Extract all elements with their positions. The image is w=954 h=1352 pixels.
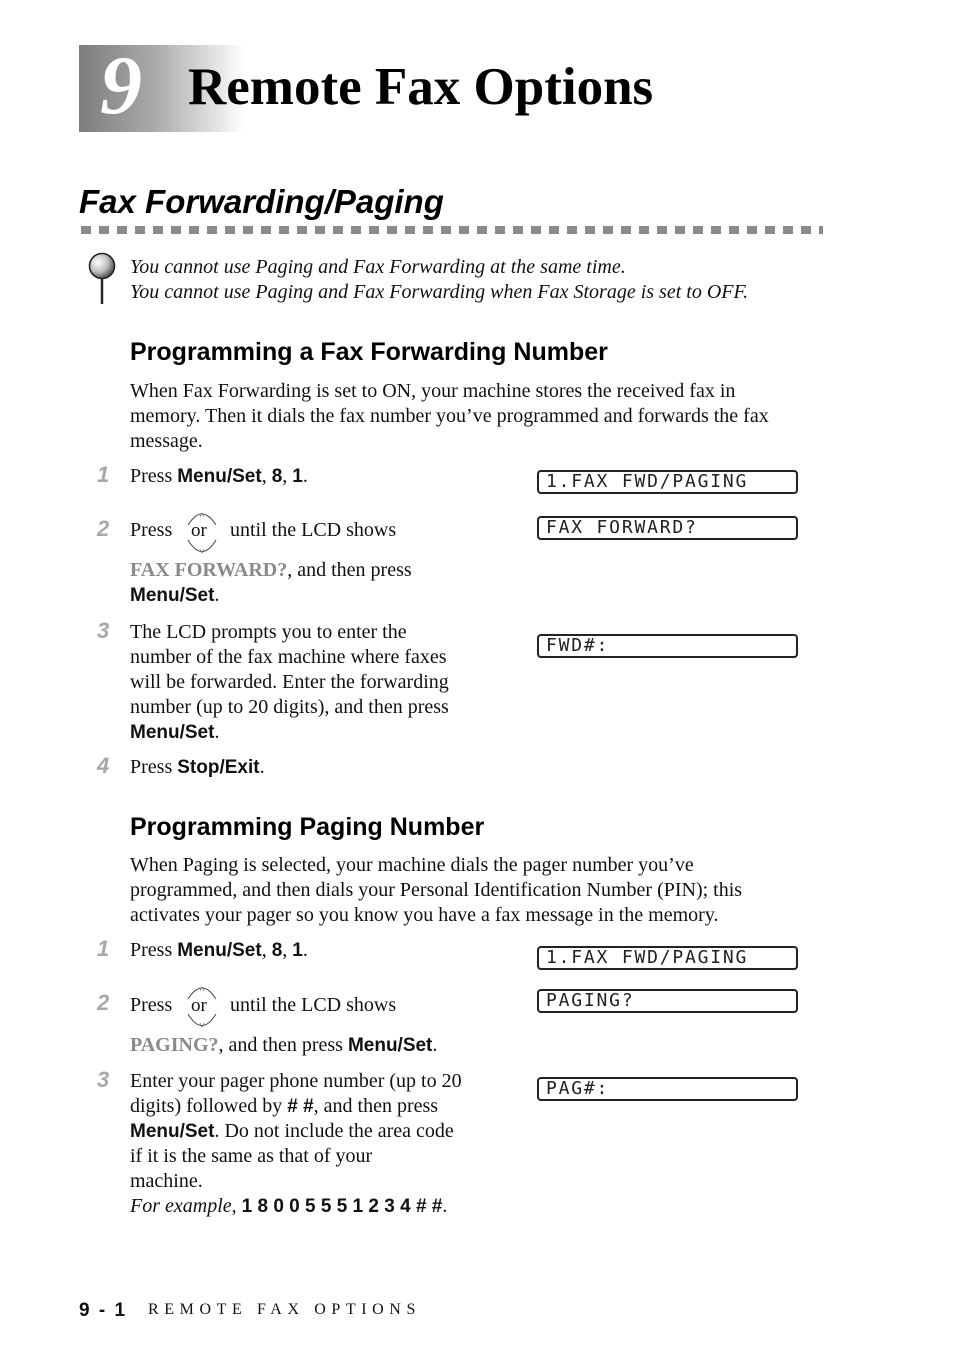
step-2-key [130, 583, 219, 608]
step-text-part: Press [130, 756, 178, 778]
key-menu-set: Menu/Set [130, 1121, 215, 1142]
lcd-display: 1.FAX FWD/PAGING [537, 470, 798, 494]
intro-line: activates your pager so you know you have a fax message in the memory. [130, 904, 719, 926]
step-text-part: Press [130, 939, 178, 961]
step-text-part: . [214, 721, 220, 743]
key-menu-set: Menu/Set [177, 466, 262, 487]
key-stop-exit: Stop/Exit [177, 757, 260, 778]
key-menu-set: Menu/Set [130, 585, 215, 606]
note-text [130, 255, 748, 305]
step-text-part: , and then press [218, 1034, 348, 1056]
step-text-part: Press [130, 994, 173, 1016]
step-line [130, 1119, 462, 1144]
key-1: 1 [292, 466, 303, 487]
page-number: 9 - 1 [79, 1300, 128, 1321]
step-line [130, 720, 449, 745]
step-number: 2 [97, 516, 110, 541]
step-text-part: . [442, 1195, 448, 1217]
note-pin-icon [86, 252, 120, 306]
step-text-part: , [282, 939, 293, 961]
step-text-part: until the LCD shows [230, 519, 397, 541]
step-line: number (up to 20 digits), and then press [130, 696, 449, 718]
step-3-text [130, 620, 449, 745]
step-2-continued [130, 558, 412, 583]
step-text-part: digits) followed by [130, 1095, 288, 1117]
step-text-part: . [302, 939, 308, 961]
running-footer: REMOTE FAX OPTIONS [148, 1301, 421, 1318]
step-number: 1 [97, 462, 110, 487]
lcd-option-text: PAGING? [130, 1034, 219, 1056]
note-line: You cannot use Paging and Fax Forwarding when Fax Storage is set to OFF. [130, 281, 749, 303]
key-menu-set: Menu/Set [347, 1035, 433, 1056]
step-line: Enter your pager phone number (up to 20 [130, 1070, 462, 1092]
step-text-part: , and then press [313, 1095, 439, 1117]
paging-heading: Programming Paging Number [130, 813, 485, 841]
step-line: will be forwarded. Enter the forwarding [130, 671, 449, 693]
forwarding-intro [130, 379, 850, 454]
note-line: You cannot use Paging and Fax Forwarding at the same time. [130, 256, 626, 278]
step-text-part: , [261, 465, 272, 487]
lcd-display: FAX FORWARD? [537, 516, 798, 540]
intro-line: When Fax Forwarding is set to ON, your machine stores the received fax in [130, 380, 736, 402]
key-8: 8 [271, 466, 283, 487]
lcd-display: FWD#: [537, 634, 798, 658]
step-1-text [130, 938, 308, 963]
paging-intro [130, 853, 850, 928]
intro-line: When Paging is selected, your machine dials the pager number you’ve [130, 854, 694, 876]
step-text-part: Press [130, 519, 173, 541]
lcd-display: PAG#: [537, 1077, 798, 1101]
step-line: The LCD prompts you to enter the [130, 621, 407, 643]
key-8: 8 [271, 940, 283, 961]
intro-line: memory. Then it dials the fax number you’ve programmed and forwards the fax [130, 405, 769, 427]
step-line: machine. [130, 1170, 203, 1192]
step-line [130, 1094, 462, 1119]
lcd-option-text: FAX FORWARD? [130, 559, 288, 581]
step-3-text [130, 1069, 462, 1219]
step-line: number of the fax machine where faxes [130, 646, 447, 668]
step-text-part: , [282, 465, 293, 487]
section-title: Fax Forwarding/Paging [79, 183, 444, 220]
step-text-part: Press [130, 465, 178, 487]
step-line: if it is the same as that of your [130, 1145, 373, 1167]
step-text-part: . [302, 465, 308, 487]
step-4-text [130, 755, 265, 780]
section-divider [81, 226, 823, 234]
step-text-part: . [259, 756, 265, 778]
step-text-part: , [261, 939, 272, 961]
example-label: For example [130, 1195, 232, 1217]
lcd-display: PAGING? [537, 989, 798, 1013]
key-menu-set: Menu/Set [130, 722, 215, 743]
step-text-part: , and then press [287, 559, 412, 581]
step-number: 4 [97, 753, 110, 778]
key-1: 1 [292, 940, 303, 961]
step-1-text [130, 464, 308, 489]
or-label: or [191, 520, 207, 541]
step-text-part: , [231, 1195, 242, 1217]
chapter-number: 9 [100, 39, 142, 132]
example-value: 1 8 0 0 5 5 5 1 2 3 4 # # [241, 1196, 443, 1217]
chapter-title: Remote Fax Options [188, 58, 654, 116]
step-number: 3 [97, 618, 110, 643]
key-menu-set: Menu/Set [177, 940, 262, 961]
lcd-display: 1.FAX FWD/PAGING [537, 946, 798, 970]
step-text-part: until the LCD shows [230, 994, 397, 1016]
intro-line: programmed, and then dials your Personal Identification Number (PIN); this [130, 879, 743, 901]
step-number: 2 [97, 990, 110, 1015]
intro-line: message. [130, 430, 203, 452]
or-label: or [191, 995, 207, 1016]
step-number: 3 [97, 1067, 110, 1092]
step-text-part: . [432, 1034, 438, 1056]
forwarding-heading: Programming a Fax Forwarding Number [130, 338, 608, 366]
step-text-part: . [214, 584, 220, 606]
step-text-part: . Do not include the area code [214, 1120, 454, 1142]
step-number: 1 [97, 936, 110, 961]
key-hash-hash: # # [287, 1096, 314, 1117]
step-2-continued [130, 1033, 437, 1058]
step-line [130, 1194, 462, 1219]
